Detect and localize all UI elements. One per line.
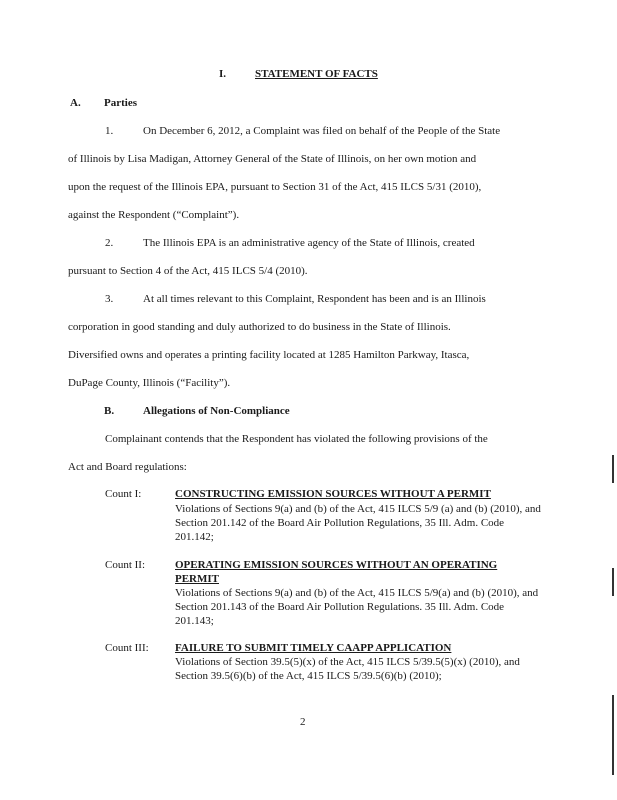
count-label: Count II: <box>105 559 146 571</box>
scan-margin-mark <box>612 455 614 483</box>
paragraph-line: pursuant to Section 4 of the Act, 415 ILCS 5/4 (2010). <box>68 265 308 277</box>
scan-margin-mark <box>612 695 614 775</box>
paragraph-line: DuPage County, Illinois (“Facility”). <box>68 377 231 389</box>
paragraph-number: 1. <box>105 125 114 137</box>
count-label: Count I: <box>105 488 142 500</box>
count-body: Violations of Section 39.5(5)(x) of the Act, 415 ILCS 5/39.5(5)(x) (2010), and Section 39.5(6)(b) of the Act, 415 ILCS 5/39.5(6)(b) (2010); <box>175 656 520 682</box>
count-label: Count III: <box>105 642 149 654</box>
paragraph-line: Diversified owns and operates a printing facility located at 1285 Hamilton Parkway, Itasca, <box>68 349 470 361</box>
paragraph-line: The Illinois EPA is an administrative agency of the State of Illinois, created <box>143 237 475 249</box>
allegations-intro-line: Complainant contends that the Respondent has violated the following provisions of the <box>105 433 488 445</box>
count-title: CONSTRUCTING EMISSION SOURCES WITHOUT A PERMIT <box>175 488 491 500</box>
paragraph-number: 3. <box>105 293 114 305</box>
allegations-letter: B. <box>104 405 115 417</box>
parties-letter: A. <box>70 97 81 109</box>
allegations-heading: Allegations of Non-Compliance <box>143 405 290 417</box>
paragraph-line: corporation in good standing and duly authorized to do business in the State of Illinois. <box>68 321 451 333</box>
paragraph-number: 2. <box>105 237 114 249</box>
page-number: 2 <box>300 716 306 728</box>
scan-margin-mark <box>612 568 614 596</box>
paragraph-line: On December 6, 2012, a Complaint was filed on behalf of the People of the State <box>143 125 501 137</box>
paragraph-line: At all times relevant to this Complaint, Respondent has been and is an Illinois <box>143 293 486 305</box>
allegations-intro-line: Act and Board regulations: <box>68 461 187 473</box>
count-title-continued: PERMIT <box>175 573 219 585</box>
paragraph-line: of Illinois by Lisa Madigan, Attorney General of the State of Illinois, on her own motion and <box>68 153 477 165</box>
parties-heading: Parties <box>104 97 137 109</box>
count-body: Violations of Sections 9(a) and (b) of the Act, 415 ILCS 5/9 (a) and (b) (2010), and Section 201.142 of the Board Air Pollution Regulations, 35 Ill. Adm. Code 201.142; <box>175 503 541 543</box>
count-body: Violations of Sections 9(a) and (b) of the Act, 415 ILCS 5/9(a) and (b) (2010), and Section 201.143 of the Board Air Pollution Regulations. 35 Ill. Adm. Code 201.143; <box>175 587 539 627</box>
paragraph-line: against the Respondent (“Complaint”). <box>68 209 240 221</box>
count-title: FAILURE TO SUBMIT TIMELY CAAPP APPLICATION <box>175 642 452 654</box>
count-title: OPERATING EMISSION SOURCES WITHOUT AN OPERATING <box>175 559 498 571</box>
paragraph-line: upon the request of the Illinois EPA, pursuant to Section 31 of the Act, 415 ILCS 5/31 (2010), <box>68 181 482 193</box>
section-number: I. <box>219 68 227 80</box>
section-title: STATEMENT OF FACTS <box>255 68 378 80</box>
